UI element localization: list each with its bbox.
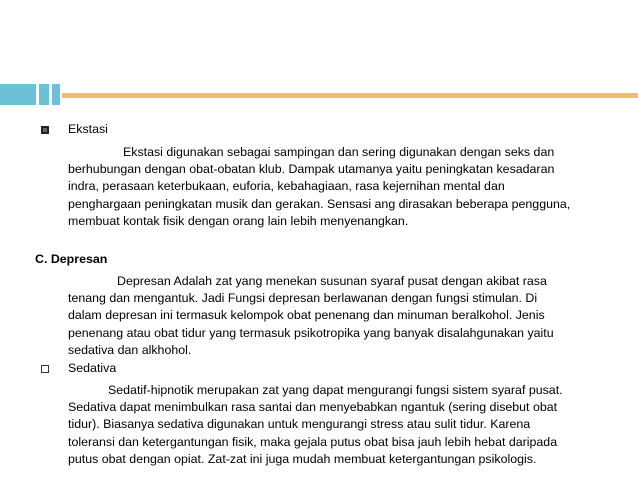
ekstasi-line: Ekstasi digunakan sebagai sampingan dan sering digunakan dengan seks dan [123,145,555,159]
depresan-heading: C. Depresan [35,252,108,266]
sedativa-line: tidur). Biasanya sedativa digunakan untuk mengurangi stress atau sulit tidur. Karena [68,417,531,432]
sedativa-line: Sedativa dapat menimbulkan rasa santai dan menyebabkan ngantuk (sering disebut obat [68,400,558,415]
ekstasi-heading: Ekstasi [68,122,108,136]
depresan-line: tenang dan mengantuk. Jadi Fungsi depresan berlawanan dengan fungsi stimulan. Di [68,291,538,306]
sedativa-line: toleransi dan ketergantungan fisik, maka gejala putus obat bisa jauh lebih hebat daripada [68,434,558,449]
square-bullet-icon [41,365,49,373]
depresan-paragraph [68,273,554,359]
ekstasi-line: berhubungan dengan obat-obatan klub. Dampak utamanya yaitu peningkatan kesadaran [68,162,555,177]
sedativa-heading: Sedativa [68,361,117,375]
ekstasi-line: membuat kontak fisik dengan orang lain lebih menyenangkan. [68,213,409,228]
ekstasi-paragraph [68,144,570,230]
ekstasi-line: indra, perasaan keterbukaan, euforia, kebahagiaan, rasa kejernihan mental dan [68,179,505,194]
depresan-line: dalam depresan ini termasuk kelompok obat penenang dan minuman beralkohol. Jenis [68,308,545,323]
square-bullet-icon [41,126,49,134]
sedativa-line: putus obat dengan opiat. Zat-zat ini juga mudah membuat ketergantungan psikologis. [68,451,537,466]
ekstasi-line: penghargaan peningkatan musik dan gerakan. Sensasi ang dirasakan beberapa pengguna, [68,196,571,211]
sedativa-line: Sedatif-hipnotik merupakan zat yang dapat mengurangi fungsi sistem syaraf pusat. [108,383,563,397]
sedativa-paragraph [68,382,563,468]
depresan-line: penenang atau obat tidur yang termasuk psikotropika yang banyak disalahgunakan yaitu [68,325,554,340]
depresan-line: sedativa dan alkhohol. [68,342,192,357]
depresan-line: Depresan Adalah zat yang menekan susunan syaraf pusat dengan akibat rasa [117,274,547,288]
